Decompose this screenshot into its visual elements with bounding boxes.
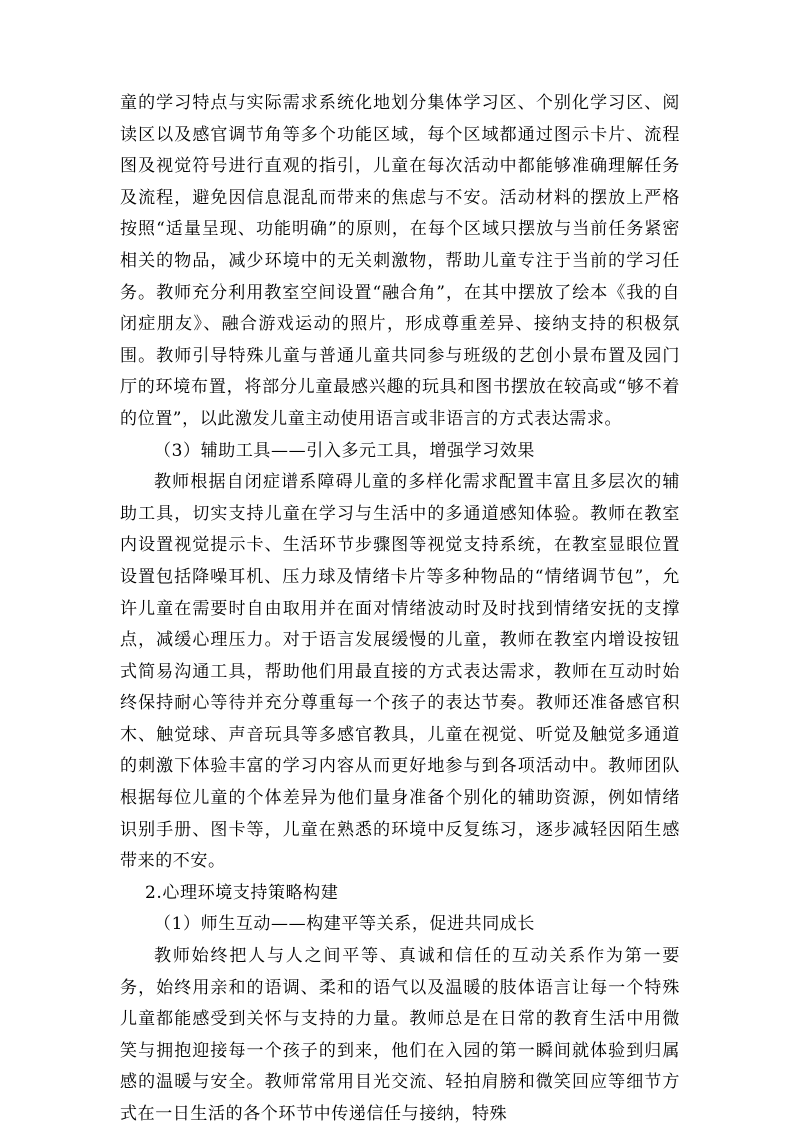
- paragraph-environment-zones: 童的学习特点与实际需求系统化地划分集体学习区、个别化学习区、阅读区以及感官调节角等多个功能区域，每个区域都通过图示卡片、流程图及视觉符号进行直观的指引，儿童在每次活动中都能够准确理解任务及流程，避免因信息混乱而带来的焦虑与不安。活动材料的摆放上严格按照“适量呈现、功能明确”的原则，在每个区域只摆放与当前任务紧密相关的物品，减少环境中的无关刺激物，帮助儿童专注于当前的学习任务。教师充分利用教室空间设置“融合角”，在其中摆放了绘本《我的自闭症朋友》、融合游戏运动的照片，形成尊重差异、接纳支持的积极氛围。教师引导特殊儿童与普通儿童共同参与班级的艺创小景布置及园门厅的环境布置，将部分儿童最感兴趣的玩具和图书摆放在较高或“够不着的位置”，以此激发儿童主动使用语言或非语言的方式表达需求。: [120, 93, 680, 429]
- subheading-auxiliary-tools: （3）辅助工具——引入多元工具，增强学习效果: [154, 440, 536, 461]
- paragraph-teacher-student-interaction: 教师始终把人与人之间平等、真诚和信任的互动关系作为第一要务，始终用亲和的语调、柔和的语气以及温暖的肢体语言让每一个特殊儿童都能感受到关怀与支持的力量。教师总是在日常的教育生活中用微笑与拥抱迎接每一个孩子的到来，他们在入园的第一瞬间就体验到归属感的温暖与安全。教师常常用目光交流、轻拍肩膀和微笑回应等细节方式在一日生活的各个环节中传递信任与接纳，特殊: [120, 946, 680, 1124]
- subheading-teacher-student-interaction: （1）师生互动——构建平等关系，促进共同成长: [154, 914, 536, 935]
- paragraph-auxiliary-tools: 教师根据自闭症谱系障碍儿童的多样化需求配置丰富且多层次的辅助工具，切实支持儿童在学习与生活中的多通道感知体验。教师在教室内设置视觉提示卡、生活环节步骤图等视觉支持系统，在教室显眼位置设置包括降噪耳机、压力球及情绪卡片等多种物品的“情绪调节包”，允许儿童在需要时自由取用并在面对情绪波动时及时找到情绪安抚的支撑点，减缓心理压力。对于语言发展缓慢的儿童，教师在教室内增设按钮式简易沟通工具，帮助他们用最直接的方式表达需求，教师在互动时始终保持耐心等待并充分尊重每一个孩子的表达节奏。教师还准备感官积木、触觉球、声音玩具等多感官教具，儿童在视觉、听觉及触觉多通道的刺激下体验丰富的学习内容从而更好地参与到各项活动中。教师团队根据每位儿童的个体差异为他们量身准备个别化的辅助资源，例如情绪识别手册、图卡等，儿童在熟悉的环境中反复练习，逐步减轻因陌生感带来的不安。: [120, 472, 680, 872]
- document-body: [120, 88, 680, 1131]
- heading-psychological-environment: 2.心理环境支持策略构建: [145, 882, 339, 903]
